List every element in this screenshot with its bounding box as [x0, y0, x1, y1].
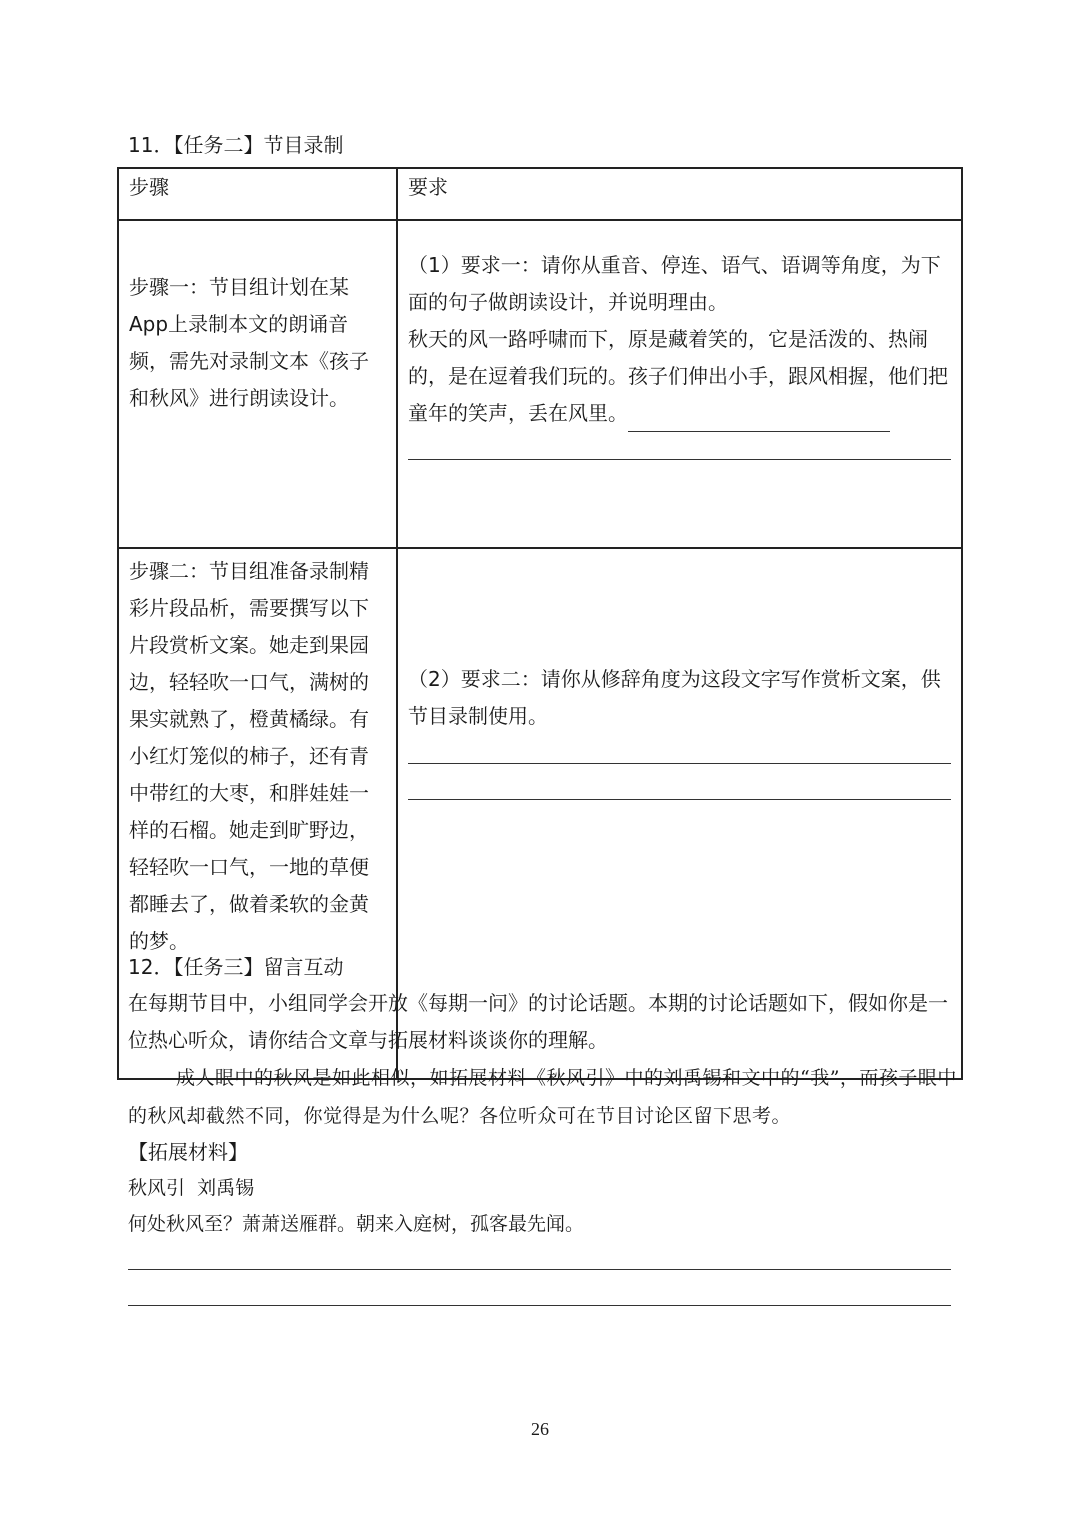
step-one-cell — [118, 220, 397, 548]
step-two-text: 步骤二：节目组准备录制精彩片段品析，需要撰写以下片段赏析文案。她走到果园边，轻轻吹一口气，满树的果实就熟了，橙黄橘绿。有小红灯笼似的柿子，还有青中带红的大枣，和胖娃娃一样的石榴。她走到旷野边，轻轻吹一口气，一地的草便都睡去了，做着柔软的金黄的梦。 — [129, 559, 369, 953]
step-one-text: 步骤一：节目组计划在某App上录制本文的朗诵音频，需先对录制文本《孩子和秋风》进行朗读设计。 — [129, 275, 369, 410]
table-header-row — [118, 168, 962, 220]
question-11-title: 11．【任务二】节目录制 — [128, 133, 344, 157]
material-label: 【拓展材料】 — [128, 1140, 248, 1164]
answer-line[interactable] — [408, 763, 951, 764]
poem-title: 秋风引 刘禹锡 — [128, 1177, 255, 1199]
requirement-one-cell — [397, 220, 962, 548]
requirement-two-prompt: （2）要求二：请你从修辞角度为这段文字写作赏析文案，供节目录制使用。 — [408, 667, 941, 728]
question-12-title: 12．【任务三】留言互动 — [128, 955, 344, 979]
task-table — [117, 167, 963, 1080]
requirement-one-sentence: 秋天的风一路呼啸而下，原是藏着笑的，它是活泼的、热闹的，是在逗着我们玩的。孩子们伸出小手，跟风相握，他们把童年的笑声，丢在风里。 — [408, 327, 948, 425]
answer-line[interactable] — [408, 459, 951, 460]
table-row — [118, 220, 962, 548]
answer-line[interactable] — [128, 1269, 951, 1270]
requirement-one-sentence-wrap — [408, 321, 951, 432]
header-step: 步骤 — [118, 168, 397, 220]
requirement-one-prompt: （1）要求一：请你从重音、停连、语气、语调等角度，为下面的句子做朗读设计，并说明理由。 — [408, 253, 941, 314]
question-12-intro: 在每期节目中，小组同学会开放《每期一问》的讨论话题。本期的讨论话题如下，假如你是一位热心听众，请你结合文章与拓展材料谈谈你的理解。 — [128, 991, 948, 1052]
header-requirement: 要求 — [397, 168, 962, 220]
poem-text: 何处秋风至？萧萧送雁群。朝来入庭树，孤客最先闻。 — [128, 1213, 585, 1235]
discussion-question: 成人眼中的秋风是如此相似，如拓展材料《秋风引》中的刘禹锡和文中的“我”，而孩子眼中的秋风却截然不同，你觉得是为什么呢？各位听众可在节目讨论区留下思考。 — [128, 1067, 957, 1127]
answer-blank-inline[interactable] — [628, 409, 890, 432]
answer-line[interactable] — [128, 1305, 951, 1306]
page-number: 26 — [531, 1419, 549, 1439]
answer-line[interactable] — [408, 799, 951, 800]
